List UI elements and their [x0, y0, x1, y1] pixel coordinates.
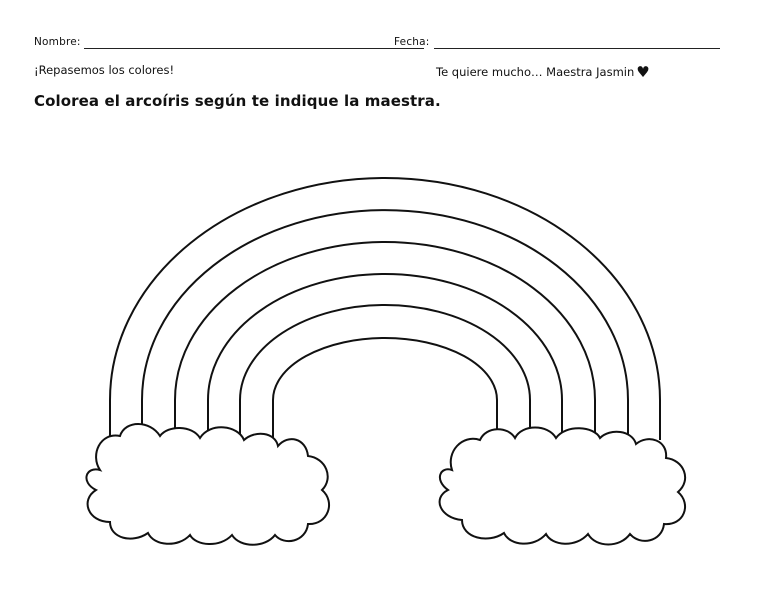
rainbow	[110, 178, 660, 440]
cloud-left	[86, 424, 329, 545]
teacher-note: Te quiere mucho… Maestra Jasmin	[436, 65, 635, 79]
date-label: Fecha:	[394, 36, 430, 48]
instruction-title: Colorea el arcoíris según te indique la maestra.	[34, 92, 441, 110]
rainbow-band-2	[142, 210, 628, 440]
cloud-right	[440, 428, 686, 545]
subtitle-left: ¡Repasemos los colores!	[34, 63, 175, 77]
rainbow-band-1	[110, 178, 660, 440]
heart-icon: ♥	[636, 63, 650, 81]
rainbow-band-4	[208, 274, 562, 440]
name-label: Nombre:	[34, 36, 81, 48]
rainbow-band-6	[273, 338, 497, 440]
rainbow-band-3	[175, 242, 595, 440]
